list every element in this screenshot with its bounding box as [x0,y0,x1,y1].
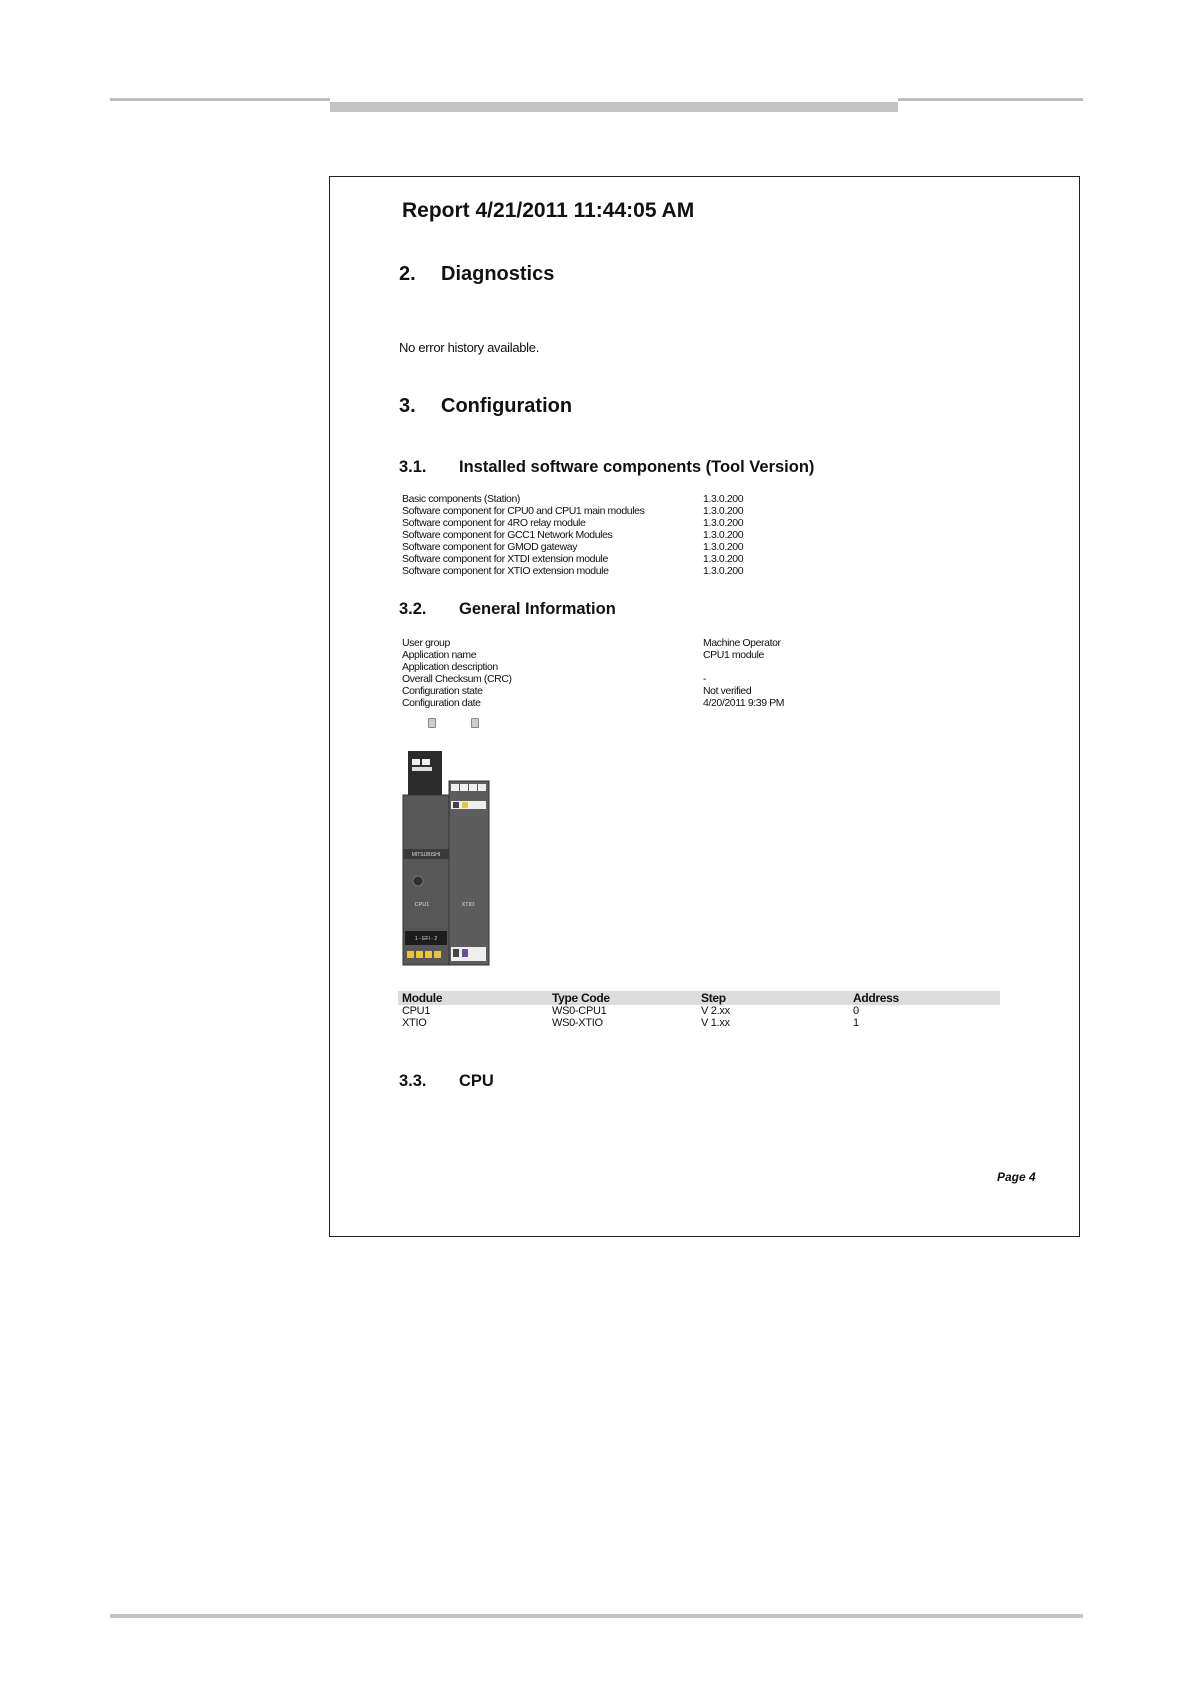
info-key: Application name [402,649,477,661]
component-version: 1.3.0.200 [703,541,744,553]
info-value: Not verified [703,685,752,697]
list-item [402,649,1002,661]
software-components-list [402,493,1002,577]
cpu-top-connector [408,751,442,796]
hardware-modules-image [398,751,500,971]
brand-label: MITSUBISHI [411,852,441,858]
info-key: Configuration date [402,697,481,709]
list-item [402,661,1002,673]
list-item [402,553,1002,565]
component-version: 1.3.0.200 [703,565,744,577]
heading-text: General Information [459,600,616,618]
table-row [398,1017,1000,1029]
diagnostics-text: No error history available. [399,340,540,355]
component-name: Software component for CPU0 and CPU1 main modules [402,505,645,517]
component-version: 1.3.0.200 [703,553,744,565]
heading-number: 3.2. [399,600,427,618]
column-header-step: Step [701,991,726,1005]
header-rule-center [330,102,898,112]
list-item [402,637,1002,649]
column-header-module: Module [402,991,443,1005]
table-header [398,991,1000,1005]
heading-text: Installed software components (Tool Version) [459,458,815,476]
heading-number: 2. [399,263,416,285]
component-name: Software component for GMOD gateway [402,541,578,553]
table-cell: 1 [853,1017,859,1029]
component-name: Software component for XTIO extension module [402,565,609,577]
table-cell: 0 [853,1005,859,1017]
heading-cpu [399,1072,494,1091]
component-version: 1.3.0.200 [703,505,744,517]
general-information-list [402,637,1002,709]
component-name: Software component for XTDI extension module [402,553,608,565]
heading-diagnostics [399,263,554,286]
footer-rule [110,1614,1083,1618]
column-header-type-code: Type Code [552,991,610,1005]
info-value: Machine Operator [703,637,781,649]
list-item [402,517,1002,529]
list-item [402,493,1002,505]
table-cell: CPU1 [402,1005,431,1017]
heading-text: Configuration [441,395,573,417]
component-version: 1.3.0.200 [703,529,744,541]
info-key: User group [402,637,450,649]
list-item [402,529,1002,541]
list-item [402,685,1002,697]
list-item [402,541,1002,553]
list-item [402,697,1002,709]
list-item [402,565,1002,577]
table-cell: WS0-XTIO [552,1017,603,1029]
table-cell: XTIO [402,1017,427,1029]
module-indicator-icon [428,718,436,728]
info-value: 4/20/2011 9:39 PM [703,697,785,709]
heading-number: 3.3. [399,1072,427,1090]
modules-table [398,991,1000,1029]
table-cell: V 2.xx [701,1005,730,1017]
heading-software-components [399,458,814,477]
component-version: 1.3.0.200 [703,517,744,529]
heading-configuration [399,395,572,418]
info-value: CPU1 module [703,649,764,661]
list-item [402,505,1002,517]
info-key: Overall Checksum (CRC) [402,673,512,685]
cpu-dial-icon [413,876,423,886]
component-name: Software component for 4RO relay module [402,517,586,529]
component-name: Software component for GCC1 Network Modules [402,529,613,541]
table-cell: WS0-CPU1 [552,1005,607,1017]
heading-general-information [399,600,616,619]
xtio-module-label: XTIO [461,902,475,908]
header-rule-right [898,98,1083,101]
column-header-address: Address [853,991,899,1005]
component-name: Basic components (Station) [402,493,520,505]
table-cell: V 1.xx [701,1017,730,1029]
report-page-frame [329,176,1080,1237]
heading-text: Diagnostics [441,263,555,285]
component-version: 1.3.0.200 [703,493,744,505]
cpu-module-label: CPU1 [414,902,430,908]
heading-text: CPU [459,1072,494,1090]
efi-label: 1 - EFI - 2 [414,936,438,942]
heading-number: 3. [399,395,416,417]
report-title: Report 4/21/2011 11:44:05 AM [402,199,695,222]
info-key: Application description [402,661,498,673]
page-number: Page 4 [997,1170,1036,1184]
module-indicator-icon [471,718,479,728]
info-value: - [703,673,707,685]
table-row [398,1005,1000,1017]
heading-number: 3.1. [399,458,427,476]
info-key: Configuration state [402,685,483,697]
header-rule-left [110,98,330,101]
list-item [402,673,1002,685]
